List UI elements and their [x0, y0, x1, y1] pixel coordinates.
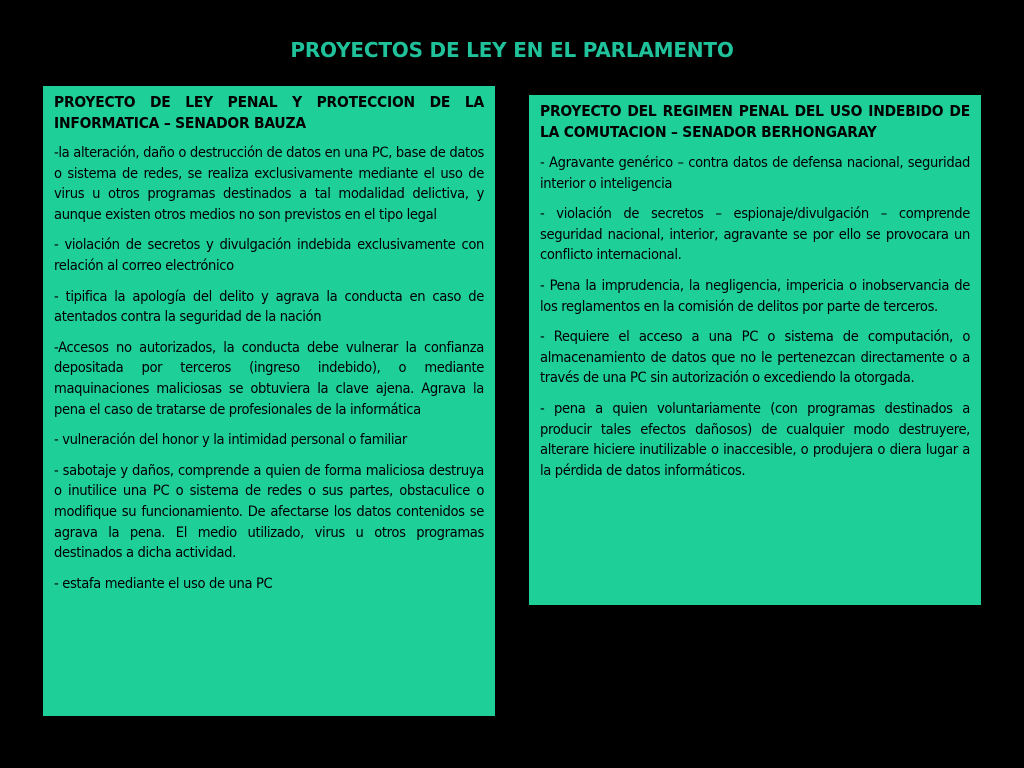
- box-title-bauza: PROYECTO DE LEY PENAL Y PROTECCION DE LA INFORMATICA – SENADOR BAUZA: [54, 93, 484, 132]
- list-item: - pena a quien voluntariamente (con programas destinados a producir tales efectos dañosos) de cualquier modo destruyere, alterare hiciere inutilizable o inaccesible, o produjera o diera lugar a la pérdida de datos informáticos.: [540, 399, 970, 479]
- list-item: - estafa mediante el uso de una PC: [54, 574, 273, 592]
- list-item: - tipifica la apología del delito y agrava la conducta en caso de atentados contra la seguridad de la nación: [54, 287, 484, 326]
- text-box-berhongaray: [529, 95, 981, 605]
- list-item: - sabotaje y daños, comprende a quien de forma maliciosa destruya o inutilice una PC o sistema de redes o sus partes, obstaculice o modifique su funcionamiento. De afectarse los datos contenidos se agrava la pena. El medio utilizado, virus u otros programas destinados a dicha actividad.: [54, 461, 484, 562]
- list-item: -la alteración, daño o destrucción de datos en una PC, base de datos o sistema de redes, se realiza exclusivamente mediante el uso de virus u otros programas destinados a tal modalidad delictiva, y aunque existen otros medios no son previstos en el tipo legal: [54, 144, 484, 223]
- list-item: - violación de secretos y divulgación indebida exclusivamente con relación al correo electrónico: [54, 236, 484, 274]
- text-box-bauza: [43, 86, 495, 716]
- list-item: - Agravante genérico – contra datos de defensa nacional, seguridad interior o inteligencia: [540, 154, 970, 192]
- list-item: - violación de secretos – espionaje/divulgación – comprende seguridad nacional, interior, agravante se por ello se provocara un conflicto internacional.: [540, 205, 970, 264]
- box-title-berhongaray: PROYECTO DEL REGIMEN PENAL DEL USO INDEBIDO DE LA COMUTACION – SENADOR BERHONGARAY: [540, 102, 970, 141]
- list-item: - Pena la imprudencia, la negligencia, impericia o inobservancia de los reglamentos en la comisión de delitos por parte de terceros.: [540, 276, 970, 315]
- list-item: - vulneración del honor y la intimidad personal o familiar: [54, 431, 407, 449]
- list-item: - Requiere el acceso a una PC o sistema de computación, o almacenamiento de datos que no le pertenezcan directamente o a través de una PC sin autorización o excediendo la otorgada.: [540, 328, 970, 387]
- slide-title: PROYECTOS DE LEY EN EL PARLAMENTO: [290, 38, 734, 62]
- list-item: -Accesos no autorizados, la conducta debe vulnerar la confianza depositada por terceros (ingreso indebido), o mediante maquinaciones maliciosas se obtuviera la clave ajena. Agrava la pena el caso de tratarse de profesionales de la informática: [54, 338, 484, 418]
